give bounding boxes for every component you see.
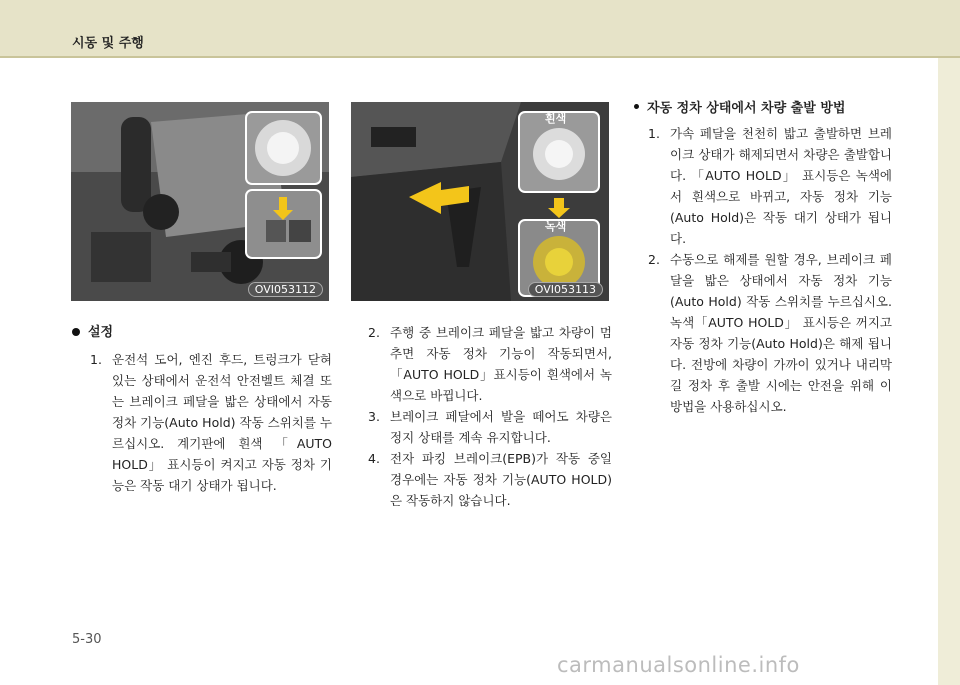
section-title: 시동 및 주행 <box>72 36 144 51</box>
item-number: 4. <box>368 451 380 466</box>
bullet-icon <box>72 328 80 336</box>
page-header <box>0 0 960 56</box>
list-item <box>368 322 612 406</box>
drive-off-heading: 자동 정차 상태에서 차량 출발 방법 <box>634 98 892 119</box>
bullet-icon <box>634 104 639 109</box>
list-item <box>72 349 332 496</box>
item-text: 수동으로 해제를 원할 경우, 브레이크 페달을 밟은 상태에서 자동 정차 기능(Auto Hold) 작동 스위치를 누르십시오. 녹색「AUTO HOLD」 표시등은 꺼지고 자동 정차 기능(Auto Hold)은 해제 됩니다. 전방에 차량이 가까이 있거나 내리막길 정차 후 출발 시에는 안전을 위해 이 방법을 사용하십시오. <box>670 252 892 414</box>
right-column <box>634 98 892 417</box>
label-green-text: 녹색 <box>545 220 567 233</box>
item-number: 2. <box>648 252 660 267</box>
middle-column <box>368 322 612 511</box>
item-text: 전자 파킹 브레이크(EPB)가 작동 중일 경우에는 자동 정차 기능(AUTO HOLD)은 작동하지 않습니다. <box>390 451 612 508</box>
photo-code-label: OVI053112 <box>248 282 323 297</box>
item-number: 1. <box>90 352 102 367</box>
list-item <box>634 123 892 249</box>
item-text: 운전석 도어, 엔진 후드, 트렁크가 닫혀 있는 상태에서 운전석 안전벨트 체결 또는 브레이크 페달을 밟은 상태에서 자동 정차 기능(Auto Hold) 작동 스위치를 누르십시오. 계기판에 흰색 「AUTO HOLD」 표시등이 켜지고 자동 정차 기능은 작동 대기 상태가 됩니다. <box>112 352 332 493</box>
photo-gear-console <box>71 102 329 301</box>
item-text: 가속 페달을 천천히 밟고 출발하면 브레이크 상태가 해제되면서 차량은 출발합니다. 「AUTO HOLD」 표시등은 녹색에서 흰색으로 바뀌고, 자동 정차 기능(Auto Hold)은 작동 대기 상태가 됩니다. <box>670 126 892 246</box>
label-white-text: 흰색 <box>545 112 567 125</box>
list-item <box>368 448 612 511</box>
item-number: 1. <box>648 126 660 141</box>
item-number: 3. <box>368 409 380 424</box>
page-number: 5-30 <box>72 632 102 647</box>
photo-brake-pedal <box>351 102 609 301</box>
photo-code-label: OVI053113 <box>528 282 603 297</box>
item-number: 2. <box>368 325 380 340</box>
list-item <box>634 249 892 417</box>
watermark: carmanualsonline.info <box>557 653 800 677</box>
item-text: 브레이크 페달에서 발을 떼어도 차량은 정지 상태를 계속 유지합니다. <box>390 409 612 445</box>
list-item <box>368 406 612 448</box>
left-column <box>72 322 332 496</box>
item-text: 주행 중 브레이크 페달을 밟고 차량이 멈추면 자동 정차 기능이 작동되면서, 「AUTO HOLD」표시등이 흰색에서 녹색으로 바뀝니다. <box>390 325 612 403</box>
settings-heading: 설정 <box>72 322 332 343</box>
header-divider <box>0 56 960 58</box>
side-tab-strip <box>938 58 960 685</box>
